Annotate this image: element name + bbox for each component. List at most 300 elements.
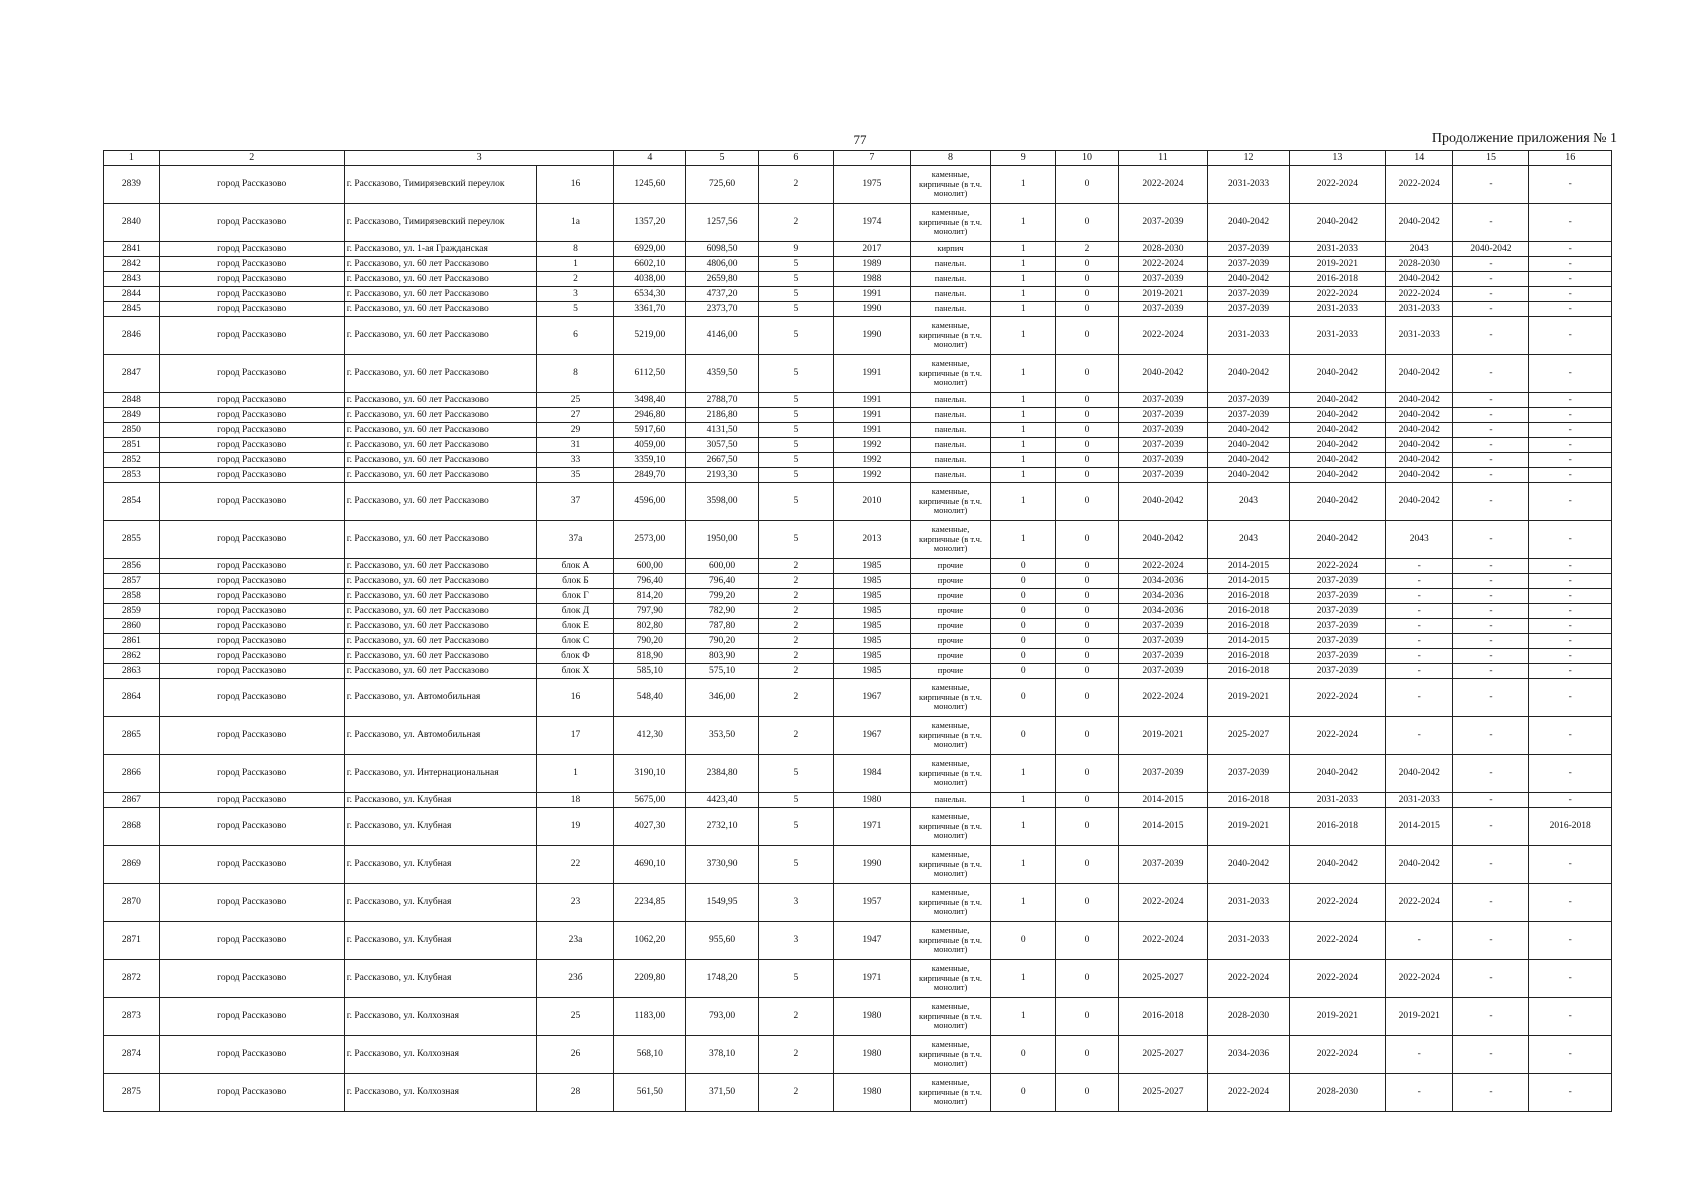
floors-cell: 3 bbox=[758, 884, 833, 922]
col-16-period-cell: - bbox=[1529, 884, 1612, 922]
col-15-period-cell: - bbox=[1453, 808, 1529, 846]
address-cell: г. Рассказово, ул. Колхозная bbox=[344, 1036, 537, 1074]
floors-cell: 5 bbox=[758, 287, 833, 302]
municipality-cell: город Рассказово bbox=[159, 204, 344, 242]
row-number-cell: 2852 bbox=[104, 453, 160, 468]
col-9-value-cell: 1 bbox=[991, 521, 1056, 559]
col-14-period-cell: 2040-2042 bbox=[1386, 355, 1453, 393]
address-cell: г. Рассказово, ул. 60 лет Рассказово bbox=[344, 559, 537, 574]
col-12-period-cell: 2031-2033 bbox=[1208, 166, 1289, 204]
living-area-cell: 3598,00 bbox=[686, 483, 759, 521]
build-year-cell: 1974 bbox=[833, 204, 910, 242]
municipality-cell: город Рассказово bbox=[159, 619, 344, 634]
col-14-period-cell: - bbox=[1386, 604, 1453, 619]
col-14-period-cell: - bbox=[1386, 589, 1453, 604]
col-16-period-cell: - bbox=[1529, 574, 1612, 589]
build-year-cell: 1980 bbox=[833, 1036, 910, 1074]
total-area-cell: 4596,00 bbox=[614, 483, 686, 521]
wall-material-cell: панельн. bbox=[910, 302, 990, 317]
floors-cell: 2 bbox=[758, 664, 833, 679]
col-9-value-cell: 0 bbox=[991, 574, 1056, 589]
col-15-period-cell: - bbox=[1453, 559, 1529, 574]
col-13-period-cell: 2022-2024 bbox=[1289, 287, 1385, 302]
house-number-cell: 37 bbox=[537, 483, 614, 521]
col-10-value-cell: 0 bbox=[1056, 453, 1118, 468]
col-10-value-cell: 0 bbox=[1056, 468, 1118, 483]
living-area-cell: 2384,80 bbox=[686, 755, 759, 793]
address-cell: г. Рассказово, Тимирязевский переулок bbox=[344, 204, 537, 242]
col-11-period-cell: 2014-2015 bbox=[1118, 808, 1208, 846]
table-row bbox=[104, 317, 1612, 355]
col-10-value-cell: 0 bbox=[1056, 302, 1118, 317]
col-16-period-cell: - bbox=[1529, 1036, 1612, 1074]
living-area-cell: 4423,40 bbox=[686, 793, 759, 808]
col-12-period-cell: 2016-2018 bbox=[1208, 604, 1289, 619]
municipality-cell: город Рассказово bbox=[159, 423, 344, 438]
col-14-period-cell: 2040-2042 bbox=[1386, 423, 1453, 438]
build-year-cell: 1985 bbox=[833, 559, 910, 574]
col-11-period-cell: 2037-2039 bbox=[1118, 619, 1208, 634]
col-12-period-cell: 2040-2042 bbox=[1208, 846, 1289, 884]
house-number-cell: блок Г bbox=[537, 589, 614, 604]
col-13-period-cell: 2031-2033 bbox=[1289, 242, 1385, 257]
wall-material-cell: каменные, кирпичные (в т.ч. монолит) bbox=[910, 922, 990, 960]
address-cell: г. Рассказово, ул. Интернациональная bbox=[344, 755, 537, 793]
col-14-period-cell: - bbox=[1386, 559, 1453, 574]
total-area-cell: 2849,70 bbox=[614, 468, 686, 483]
table-row bbox=[104, 664, 1612, 679]
wall-material-cell: прочие bbox=[910, 604, 990, 619]
row-number-cell: 2868 bbox=[104, 808, 160, 846]
house-number-cell: 26 bbox=[537, 1036, 614, 1074]
col-15-period-cell: - bbox=[1453, 302, 1529, 317]
build-year-cell: 1985 bbox=[833, 574, 910, 589]
col-15-period-cell: - bbox=[1453, 846, 1529, 884]
row-number-cell: 2872 bbox=[104, 960, 160, 998]
col-16-period-cell: - bbox=[1529, 559, 1612, 574]
col-11-period-cell: 2037-2039 bbox=[1118, 453, 1208, 468]
col-13-period-cell: 2031-2033 bbox=[1289, 793, 1385, 808]
col-10-value-cell: 0 bbox=[1056, 619, 1118, 634]
build-year-cell: 1991 bbox=[833, 355, 910, 393]
build-year-cell: 1985 bbox=[833, 664, 910, 679]
col-9-value-cell: 0 bbox=[991, 559, 1056, 574]
col-11-period-cell: 2040-2042 bbox=[1118, 483, 1208, 521]
total-area-cell: 561,50 bbox=[614, 1074, 686, 1112]
col-11-period-cell: 2025-2027 bbox=[1118, 1074, 1208, 1112]
address-cell: г. Рассказово, ул. Клубная bbox=[344, 922, 537, 960]
column-header: 9 bbox=[991, 151, 1056, 166]
col-15-period-cell: - bbox=[1453, 317, 1529, 355]
address-cell: г. Рассказово, ул. 60 лет Рассказово bbox=[344, 408, 537, 423]
wall-material-cell: каменные, кирпичные (в т.ч. монолит) bbox=[910, 846, 990, 884]
col-13-period-cell: 2022-2024 bbox=[1289, 922, 1385, 960]
table-row bbox=[104, 846, 1612, 884]
col-15-period-cell: - bbox=[1453, 679, 1529, 717]
col-14-period-cell: 2040-2042 bbox=[1386, 846, 1453, 884]
col-15-period-cell: - bbox=[1453, 408, 1529, 423]
municipality-cell: город Рассказово bbox=[159, 559, 344, 574]
address-cell: г. Рассказово, ул. 60 лет Рассказово bbox=[344, 589, 537, 604]
col-12-period-cell: 2019-2021 bbox=[1208, 679, 1289, 717]
continuation-heading: Продолжение приложения № 1 bbox=[1431, 131, 1617, 146]
col-14-period-cell: 2019-2021 bbox=[1386, 998, 1453, 1036]
house-number-cell: блок Д bbox=[537, 604, 614, 619]
col-11-period-cell: 2034-2036 bbox=[1118, 604, 1208, 619]
table-row bbox=[104, 204, 1612, 242]
col-16-period-cell: - bbox=[1529, 483, 1612, 521]
address-cell: г. Рассказово, ул. 60 лет Рассказово bbox=[344, 619, 537, 634]
total-area-cell: 818,90 bbox=[614, 649, 686, 664]
total-area-cell: 2573,00 bbox=[614, 521, 686, 559]
build-year-cell: 1988 bbox=[833, 272, 910, 287]
wall-material-cell: панельн. bbox=[910, 453, 990, 468]
total-area-cell: 4059,00 bbox=[614, 438, 686, 453]
address-cell: г. Рассказово, ул. 1-ая Гражданская bbox=[344, 242, 537, 257]
municipality-cell: город Рассказово bbox=[159, 242, 344, 257]
build-year-cell: 1985 bbox=[833, 634, 910, 649]
col-15-period-cell: - bbox=[1453, 619, 1529, 634]
wall-material-cell: прочие bbox=[910, 649, 990, 664]
col-16-period-cell: - bbox=[1529, 355, 1612, 393]
living-area-cell: 4359,50 bbox=[686, 355, 759, 393]
table-row bbox=[104, 574, 1612, 589]
house-number-cell: 28 bbox=[537, 1074, 614, 1112]
total-area-cell: 2946,80 bbox=[614, 408, 686, 423]
col-12-period-cell: 2016-2018 bbox=[1208, 589, 1289, 604]
col-15-period-cell: - bbox=[1453, 438, 1529, 453]
col-9-value-cell: 0 bbox=[991, 619, 1056, 634]
total-area-cell: 3359,10 bbox=[614, 453, 686, 468]
build-year-cell: 1989 bbox=[833, 257, 910, 272]
col-12-period-cell: 2040-2042 bbox=[1208, 355, 1289, 393]
build-year-cell: 1947 bbox=[833, 922, 910, 960]
col-11-period-cell: 2022-2024 bbox=[1118, 884, 1208, 922]
house-number-cell: блок Е bbox=[537, 619, 614, 634]
total-area-cell: 6534,30 bbox=[614, 287, 686, 302]
row-number-cell: 2869 bbox=[104, 846, 160, 884]
floors-cell: 3 bbox=[758, 922, 833, 960]
total-area-cell: 1357,20 bbox=[614, 204, 686, 242]
col-13-period-cell: 2037-2039 bbox=[1289, 649, 1385, 664]
col-12-period-cell: 2016-2018 bbox=[1208, 664, 1289, 679]
build-year-cell: 1991 bbox=[833, 423, 910, 438]
col-10-value-cell: 0 bbox=[1056, 1036, 1118, 1074]
build-year-cell: 1971 bbox=[833, 808, 910, 846]
col-10-value-cell: 0 bbox=[1056, 272, 1118, 287]
col-15-period-cell: - bbox=[1453, 204, 1529, 242]
col-15-period-cell: - bbox=[1453, 1036, 1529, 1074]
wall-material-cell: панельн. bbox=[910, 257, 990, 272]
col-13-period-cell: 2037-2039 bbox=[1289, 574, 1385, 589]
living-area-cell: 790,20 bbox=[686, 634, 759, 649]
col-12-period-cell: 2040-2042 bbox=[1208, 453, 1289, 468]
total-area-cell: 412,30 bbox=[614, 717, 686, 755]
col-10-value-cell: 0 bbox=[1056, 559, 1118, 574]
col-11-period-cell: 2022-2024 bbox=[1118, 257, 1208, 272]
floors-cell: 5 bbox=[758, 355, 833, 393]
address-cell: г. Рассказово, ул. Автомобильная bbox=[344, 679, 537, 717]
col-15-period-cell: - bbox=[1453, 717, 1529, 755]
row-number-cell: 2857 bbox=[104, 574, 160, 589]
col-10-value-cell: 0 bbox=[1056, 755, 1118, 793]
floors-cell: 2 bbox=[758, 559, 833, 574]
wall-material-cell: каменные, кирпичные (в т.ч. монолит) bbox=[910, 755, 990, 793]
address-cell: г. Рассказово, ул. Клубная bbox=[344, 808, 537, 846]
col-13-period-cell: 2037-2039 bbox=[1289, 589, 1385, 604]
col-10-value-cell: 0 bbox=[1056, 793, 1118, 808]
col-12-period-cell: 2016-2018 bbox=[1208, 649, 1289, 664]
row-number-cell: 2842 bbox=[104, 257, 160, 272]
col-9-value-cell: 0 bbox=[991, 1074, 1056, 1112]
wall-material-cell: панельн. bbox=[910, 793, 990, 808]
municipality-cell: город Рассказово bbox=[159, 808, 344, 846]
house-number-cell: 18 bbox=[537, 793, 614, 808]
col-11-period-cell: 2040-2042 bbox=[1118, 521, 1208, 559]
col-14-period-cell: 2040-2042 bbox=[1386, 438, 1453, 453]
living-area-cell: 600,00 bbox=[686, 559, 759, 574]
col-14-period-cell: 2040-2042 bbox=[1386, 204, 1453, 242]
address-cell: г. Рассказово, ул. 60 лет Рассказово bbox=[344, 302, 537, 317]
row-number-cell: 2873 bbox=[104, 998, 160, 1036]
address-cell: г. Рассказово, Тимирязевский переулок bbox=[344, 166, 537, 204]
house-number-cell: блок Х bbox=[537, 664, 614, 679]
table-row bbox=[104, 521, 1612, 559]
municipality-cell: город Рассказово bbox=[159, 574, 344, 589]
col-16-period-cell: - bbox=[1529, 468, 1612, 483]
table-row bbox=[104, 408, 1612, 423]
floors-cell: 2 bbox=[758, 589, 833, 604]
col-15-period-cell: - bbox=[1453, 393, 1529, 408]
municipality-cell: город Рассказово bbox=[159, 355, 344, 393]
col-10-value-cell: 0 bbox=[1056, 998, 1118, 1036]
col-9-value-cell: 1 bbox=[991, 408, 1056, 423]
col-10-value-cell: 0 bbox=[1056, 423, 1118, 438]
col-14-period-cell: - bbox=[1386, 717, 1453, 755]
table-row bbox=[104, 808, 1612, 846]
wall-material-cell: панельн. bbox=[910, 438, 990, 453]
column-header: 14 bbox=[1386, 151, 1453, 166]
floors-cell: 5 bbox=[758, 423, 833, 438]
municipality-cell: город Рассказово bbox=[159, 755, 344, 793]
col-13-period-cell: 2040-2042 bbox=[1289, 423, 1385, 438]
col-9-value-cell: 0 bbox=[991, 922, 1056, 960]
municipality-cell: город Рассказово bbox=[159, 272, 344, 287]
column-header: 11 bbox=[1118, 151, 1208, 166]
build-year-cell: 1967 bbox=[833, 717, 910, 755]
col-11-period-cell: 2037-2039 bbox=[1118, 423, 1208, 438]
living-area-cell: 787,80 bbox=[686, 619, 759, 634]
address-cell: г. Рассказово, ул. Колхозная bbox=[344, 998, 537, 1036]
col-16-period-cell: - bbox=[1529, 166, 1612, 204]
col-11-period-cell: 2016-2018 bbox=[1118, 998, 1208, 1036]
col-11-period-cell: 2037-2039 bbox=[1118, 393, 1208, 408]
total-area-cell: 5675,00 bbox=[614, 793, 686, 808]
col-10-value-cell: 0 bbox=[1056, 679, 1118, 717]
col-10-value-cell: 0 bbox=[1056, 317, 1118, 355]
col-10-value-cell: 0 bbox=[1056, 589, 1118, 604]
col-14-period-cell: 2040-2042 bbox=[1386, 755, 1453, 793]
total-area-cell: 585,10 bbox=[614, 664, 686, 679]
col-13-period-cell: 2040-2042 bbox=[1289, 393, 1385, 408]
build-year-cell: 1980 bbox=[833, 1074, 910, 1112]
address-cell: г. Рассказово, ул. 60 лет Рассказово bbox=[344, 483, 537, 521]
row-number-cell: 2874 bbox=[104, 1036, 160, 1074]
col-9-value-cell: 1 bbox=[991, 166, 1056, 204]
col-13-period-cell: 2037-2039 bbox=[1289, 634, 1385, 649]
living-area-cell: 725,60 bbox=[686, 166, 759, 204]
house-number-cell: 37а bbox=[537, 521, 614, 559]
floors-cell: 5 bbox=[758, 846, 833, 884]
row-number-cell: 2854 bbox=[104, 483, 160, 521]
table-row bbox=[104, 619, 1612, 634]
living-area-cell: 3057,50 bbox=[686, 438, 759, 453]
col-16-period-cell: - bbox=[1529, 423, 1612, 438]
col-16-period-cell: - bbox=[1529, 649, 1612, 664]
wall-material-cell: каменные, кирпичные (в т.ч. монолит) bbox=[910, 166, 990, 204]
build-year-cell: 1992 bbox=[833, 468, 910, 483]
col-11-period-cell: 2037-2039 bbox=[1118, 634, 1208, 649]
col-10-value-cell: 0 bbox=[1056, 483, 1118, 521]
municipality-cell: город Рассказово bbox=[159, 960, 344, 998]
col-15-period-cell: - bbox=[1453, 664, 1529, 679]
wall-material-cell: каменные, кирпичные (в т.ч. монолит) bbox=[910, 808, 990, 846]
municipality-cell: город Рассказово bbox=[159, 884, 344, 922]
col-10-value-cell: 0 bbox=[1056, 204, 1118, 242]
col-13-period-cell: 2022-2024 bbox=[1289, 884, 1385, 922]
col-16-period-cell: - bbox=[1529, 846, 1612, 884]
col-13-period-cell: 2040-2042 bbox=[1289, 438, 1385, 453]
col-11-period-cell: 2028-2030 bbox=[1118, 242, 1208, 257]
col-13-period-cell: 2022-2024 bbox=[1289, 1036, 1385, 1074]
floors-cell: 5 bbox=[758, 302, 833, 317]
living-area-cell: 4737,20 bbox=[686, 287, 759, 302]
col-11-period-cell: 2037-2039 bbox=[1118, 649, 1208, 664]
col-15-period-cell: - bbox=[1453, 166, 1529, 204]
col-15-period-cell: - bbox=[1453, 355, 1529, 393]
col-14-period-cell: - bbox=[1386, 664, 1453, 679]
wall-material-cell: прочие bbox=[910, 559, 990, 574]
total-area-cell: 797,90 bbox=[614, 604, 686, 619]
floors-cell: 2 bbox=[758, 204, 833, 242]
address-cell: г. Рассказово, ул. 60 лет Рассказово bbox=[344, 257, 537, 272]
col-10-value-cell: 0 bbox=[1056, 257, 1118, 272]
house-number-cell: 27 bbox=[537, 408, 614, 423]
row-number-cell: 2865 bbox=[104, 717, 160, 755]
table-row bbox=[104, 393, 1612, 408]
col-9-value-cell: 0 bbox=[991, 604, 1056, 619]
build-year-cell: 1992 bbox=[833, 438, 910, 453]
table-row bbox=[104, 166, 1612, 204]
table-row bbox=[104, 679, 1612, 717]
col-16-period-cell: - bbox=[1529, 242, 1612, 257]
col-16-period-cell: - bbox=[1529, 204, 1612, 242]
col-12-period-cell: 2043 bbox=[1208, 483, 1289, 521]
wall-material-cell: панельн. bbox=[910, 287, 990, 302]
col-11-period-cell: 2022-2024 bbox=[1118, 679, 1208, 717]
total-area-cell: 4027,30 bbox=[614, 808, 686, 846]
col-13-period-cell: 2019-2021 bbox=[1289, 257, 1385, 272]
col-10-value-cell: 2 bbox=[1056, 242, 1118, 257]
wall-material-cell: панельн. bbox=[910, 423, 990, 438]
col-13-period-cell: 2040-2042 bbox=[1289, 846, 1385, 884]
col-15-period-cell: - bbox=[1453, 755, 1529, 793]
house-number-cell: блок Б bbox=[537, 574, 614, 589]
page-number: 77 bbox=[853, 132, 867, 147]
table-row bbox=[104, 884, 1612, 922]
floors-cell: 5 bbox=[758, 393, 833, 408]
table-row bbox=[104, 793, 1612, 808]
living-area-cell: 796,40 bbox=[686, 574, 759, 589]
col-15-period-cell: - bbox=[1453, 468, 1529, 483]
floors-cell: 5 bbox=[758, 468, 833, 483]
column-header: 1 bbox=[104, 151, 160, 166]
row-number-cell: 2871 bbox=[104, 922, 160, 960]
col-9-value-cell: 0 bbox=[991, 589, 1056, 604]
build-year-cell: 1985 bbox=[833, 649, 910, 664]
row-number-cell: 2858 bbox=[104, 589, 160, 604]
col-15-period-cell: - bbox=[1453, 998, 1529, 1036]
total-area-cell: 1245,60 bbox=[614, 166, 686, 204]
col-15-period-cell: - bbox=[1453, 960, 1529, 998]
col-11-period-cell: 2022-2024 bbox=[1118, 166, 1208, 204]
living-area-cell: 575,10 bbox=[686, 664, 759, 679]
col-14-period-cell: 2031-2033 bbox=[1386, 793, 1453, 808]
municipality-cell: город Рассказово bbox=[159, 922, 344, 960]
col-16-period-cell: - bbox=[1529, 589, 1612, 604]
floors-cell: 5 bbox=[758, 317, 833, 355]
row-number-cell: 2841 bbox=[104, 242, 160, 257]
col-12-period-cell: 2037-2039 bbox=[1208, 755, 1289, 793]
house-number-cell: 8 bbox=[537, 355, 614, 393]
col-12-period-cell: 2031-2033 bbox=[1208, 922, 1289, 960]
col-14-period-cell: 2040-2042 bbox=[1386, 468, 1453, 483]
table-row bbox=[104, 468, 1612, 483]
wall-material-cell: прочие bbox=[910, 664, 990, 679]
total-area-cell: 568,10 bbox=[614, 1036, 686, 1074]
build-year-cell: 1985 bbox=[833, 589, 910, 604]
col-16-period-cell: - bbox=[1529, 960, 1612, 998]
column-header: 13 bbox=[1289, 151, 1385, 166]
wall-material-cell: каменные, кирпичные (в т.ч. монолит) bbox=[910, 1036, 990, 1074]
address-cell: г. Рассказово, ул. 60 лет Рассказово bbox=[344, 438, 537, 453]
col-9-value-cell: 1 bbox=[991, 423, 1056, 438]
col-11-period-cell: 2022-2024 bbox=[1118, 922, 1208, 960]
living-area-cell: 1950,00 bbox=[686, 521, 759, 559]
total-area-cell: 3190,10 bbox=[614, 755, 686, 793]
floors-cell: 5 bbox=[758, 960, 833, 998]
table-row bbox=[104, 453, 1612, 468]
col-11-period-cell: 2037-2039 bbox=[1118, 302, 1208, 317]
house-number-cell: 23б bbox=[537, 960, 614, 998]
header-row bbox=[104, 151, 1612, 166]
col-14-period-cell: 2022-2024 bbox=[1386, 884, 1453, 922]
living-area-cell: 3730,90 bbox=[686, 846, 759, 884]
address-cell: г. Рассказово, ул. 60 лет Рассказово bbox=[344, 604, 537, 619]
total-area-cell: 790,20 bbox=[614, 634, 686, 649]
build-year-cell: 1990 bbox=[833, 317, 910, 355]
living-area-cell: 2193,30 bbox=[686, 468, 759, 483]
col-13-period-cell: 2040-2042 bbox=[1289, 453, 1385, 468]
col-15-period-cell: - bbox=[1453, 272, 1529, 287]
floors-cell: 5 bbox=[758, 755, 833, 793]
col-14-period-cell: - bbox=[1386, 649, 1453, 664]
col-14-period-cell: 2043 bbox=[1386, 521, 1453, 559]
col-9-value-cell: 1 bbox=[991, 438, 1056, 453]
col-9-value-cell: 1 bbox=[991, 793, 1056, 808]
house-number-cell: 25 bbox=[537, 393, 614, 408]
col-10-value-cell: 0 bbox=[1056, 438, 1118, 453]
